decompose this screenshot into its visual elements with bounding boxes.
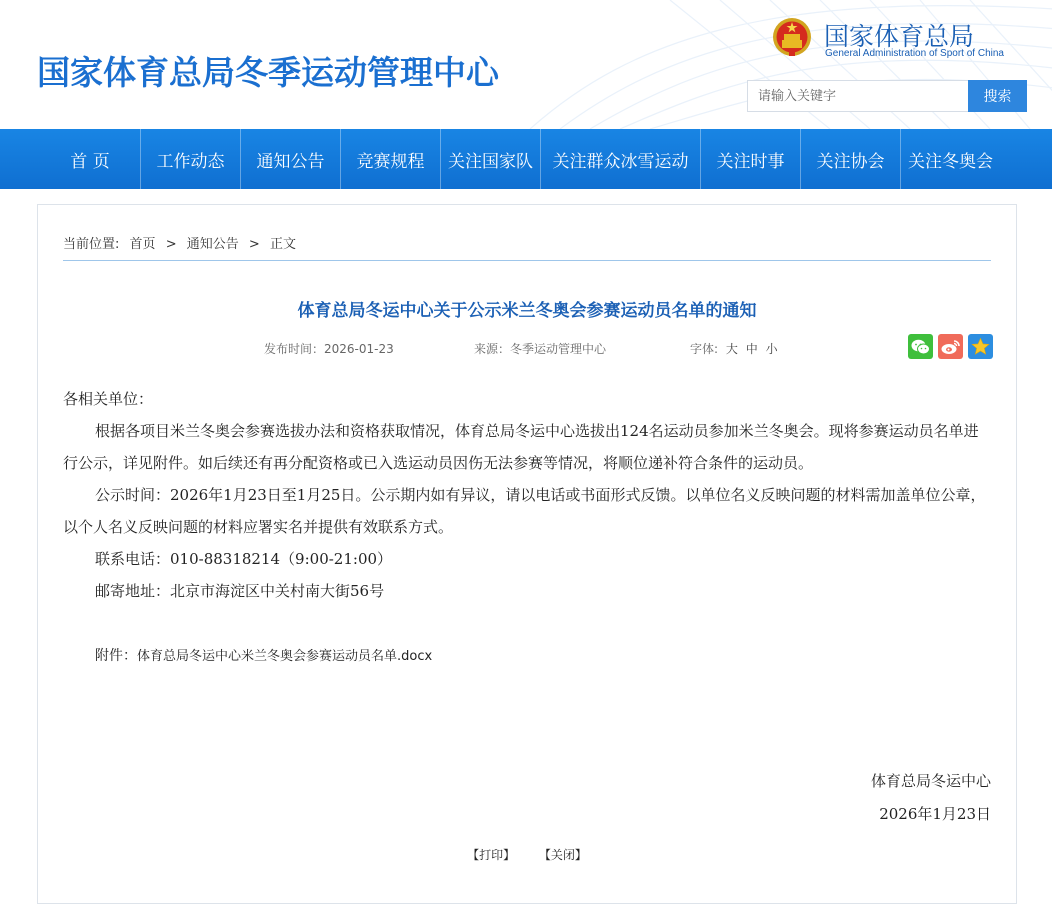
publish-date: 发布时间：2026-01-23 <box>264 342 394 356</box>
nav-item-mass-winter-sports[interactable]: 关注群众冰雪运动 <box>540 129 700 189</box>
breadcrumb-current: 正文 <box>269 237 296 252</box>
article-title: 体育总局冬运中心关于公示米兰冬奥会参赛运动员名单的通知 <box>297 301 757 321</box>
nav-item-notices[interactable]: 通知公告 <box>240 129 340 189</box>
main-nav <box>0 129 1052 189</box>
attachment-label: 附件： <box>95 648 137 664</box>
font-size-medium[interactable]: 中 <box>745 342 758 356</box>
breadcrumb-divider <box>63 260 991 261</box>
signature-date: 2026年1月23日 <box>879 805 991 823</box>
site-header <box>0 0 1052 129</box>
gov-name-en: General Administration of Sport of China <box>825 48 1004 59</box>
article-actions <box>38 846 1016 863</box>
paragraph-2: 公示时间：2026年1月23日至1月25日。公示期内如有异议，请以电话或书面形式反馈。以单位名义反映问题的材料需加盖单位公章，以个人名义反映问题的材料应署实名并提供有效联系方式。 <box>63 486 986 536</box>
search-button[interactable]: 搜索 <box>968 80 1027 112</box>
breadcrumb-section[interactable]: 通知公告 <box>186 237 239 252</box>
breadcrumb-prefix: 当前位置: <box>63 237 120 252</box>
nav-item-current-affairs[interactable]: 关注时事 <box>700 129 800 189</box>
nav-item-national-team[interactable]: 关注国家队 <box>440 129 540 189</box>
gov-logo[interactable] <box>772 15 1052 65</box>
share-bar <box>908 334 993 359</box>
search-input[interactable] <box>747 80 969 112</box>
nav-item-associations[interactable]: 关注协会 <box>800 129 900 189</box>
search-box <box>747 80 1027 112</box>
nav-item-work-news[interactable]: 工作动态 <box>140 129 240 189</box>
national-emblem-icon <box>772 15 812 59</box>
breadcrumb-separator: > <box>248 237 260 252</box>
paragraph-1: 根据各项目米兰冬奥会参赛选拔办法和资格获取情况，体育总局冬运中心选拔出124名运动员参加米兰冬奥会。现将参赛运动员名单进行公示，详见附件。如后续还有再分配资格或已入选运动员因伤无法参赛等情况，将顺位递补符合条件的运动员。 <box>63 422 979 472</box>
article-source: 来源：冬季运动管理中心 <box>474 342 607 356</box>
site-title[interactable]: 国家体育总局冬季运动管理中心 <box>37 53 499 92</box>
breadcrumb-home[interactable]: 首页 <box>129 237 156 252</box>
wechat-icon[interactable] <box>908 334 933 359</box>
signature-org: 体育总局冬运中心 <box>870 772 991 790</box>
attachment <box>95 645 432 665</box>
favorite-star-icon[interactable] <box>968 334 993 359</box>
mailing-address: 邮寄地址：北京市海淀区中关村南大街56号 <box>95 582 385 600</box>
close-button[interactable]: 【关闭】 <box>538 848 587 862</box>
font-size-label: 字体: <box>690 342 719 356</box>
font-size-selector <box>690 340 778 357</box>
article-container <box>37 204 1017 904</box>
nav-item-winter-olympics[interactable]: 关注冬奥会 <box>900 129 1000 189</box>
nav-item-competition-rules[interactable]: 竞赛规程 <box>340 129 440 189</box>
font-size-large[interactable]: 大 <box>725 342 738 356</box>
attachment-link[interactable]: 体育总局冬运中心米兰冬奥会参赛运动员名单.docx <box>137 649 433 664</box>
contact-phone: 联系电话：010-88318214（9:00-21:00） <box>95 550 393 568</box>
nav-item-home[interactable]: 首 页 <box>70 151 110 172</box>
font-size-small[interactable]: 小 <box>765 342 778 356</box>
gov-name-cn: 国家体育总局 <box>824 22 975 51</box>
breadcrumb <box>63 233 302 252</box>
print-button[interactable]: 【打印】 <box>467 848 516 862</box>
article-body <box>63 383 993 607</box>
weibo-icon[interactable] <box>938 334 963 359</box>
breadcrumb-separator: > <box>165 237 177 252</box>
salutation: 各相关单位： <box>63 390 154 408</box>
